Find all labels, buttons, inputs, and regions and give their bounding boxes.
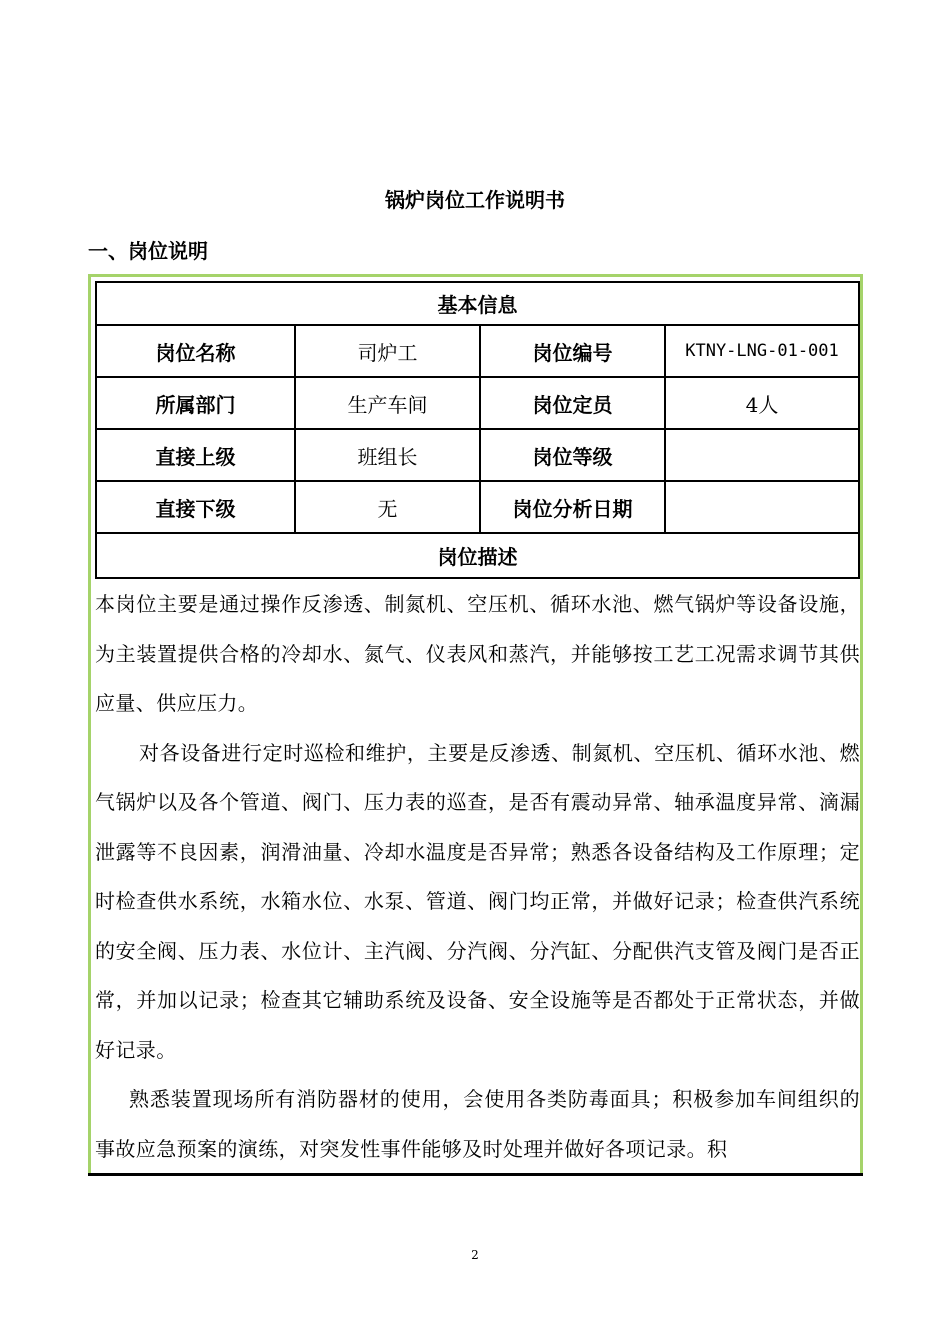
job-description-frame — [88, 274, 863, 1176]
basic-info-header: 基本信息 — [96, 282, 859, 325]
label-position-grade: 岗位等级 — [480, 429, 665, 481]
basic-info-table — [95, 281, 860, 579]
page-break-line — [88, 1173, 863, 1176]
value-position-name: 司炉工 — [295, 325, 480, 377]
label-direct-superior: 直接上级 — [96, 429, 295, 481]
table-row — [96, 481, 859, 533]
value-position-code: KTNY-LNG-01-001 — [665, 325, 859, 377]
label-direct-subordinate: 直接下级 — [96, 481, 295, 533]
label-position-name: 岗位名称 — [96, 325, 295, 377]
job-description-text — [95, 580, 860, 1174]
value-direct-superior: 班组长 — [295, 429, 480, 481]
value-headcount: 4人 — [665, 377, 859, 429]
description-paragraph: 熟悉装置现场所有消防器材的使用，会使用各类防毒面具；积极参加车间组织的事故应急预案的演练，对突发性事件能够及时处理并做好各项记录。积 — [95, 1087, 860, 1161]
description-header: 岗位描述 — [96, 533, 859, 578]
label-analysis-date: 岗位分析日期 — [480, 481, 665, 533]
label-department: 所属部门 — [96, 377, 295, 429]
table-row — [96, 377, 859, 429]
label-position-code: 岗位编号 — [480, 325, 665, 377]
page-number: 2 — [471, 1248, 479, 1262]
table-row — [96, 429, 859, 481]
description-paragraph: 对各设备进行定时巡检和维护，主要是反渗透、制氮机、空压机、循环水池、燃气锅炉以及各个管道、阀门、压力表的巡查，是否有震动异常、轴承温度异常、滴漏泄露等不良因素，润滑油量、冷却水温度是否异常；熟悉各设备结构及工作原理；定时检查供水系统，水箱水位、水泵、管道、阀门均正常，并做好记录；检查供汽系统的安全阀、压力表、水位计、主汽阀、分汽阀、分汽缸、分配供汽支管及阀门是否正常，并加以记录；检查其它辅助系统及设备、安全设施等是否都处于正常状态，并做好记录。 — [95, 740, 860, 1062]
document-title: 锅炉岗位工作说明书 — [385, 188, 565, 212]
value-department: 生产车间 — [295, 377, 480, 429]
value-direct-subordinate: 无 — [295, 481, 480, 533]
value-analysis-date — [665, 481, 859, 533]
value-position-grade — [665, 429, 859, 481]
table-row — [96, 325, 859, 377]
label-headcount: 岗位定员 — [480, 377, 665, 429]
section-heading: 一、岗位说明 — [88, 239, 208, 263]
description-paragraph: 本岗位主要是通过操作反渗透、制氮机、空压机、循环水池、燃气锅炉等设备设施，为主装置提供合格的冷却水、氮气、仪表风和蒸汽，并能够按工艺工况需求调节其供应量、供应压力。 — [95, 592, 860, 715]
